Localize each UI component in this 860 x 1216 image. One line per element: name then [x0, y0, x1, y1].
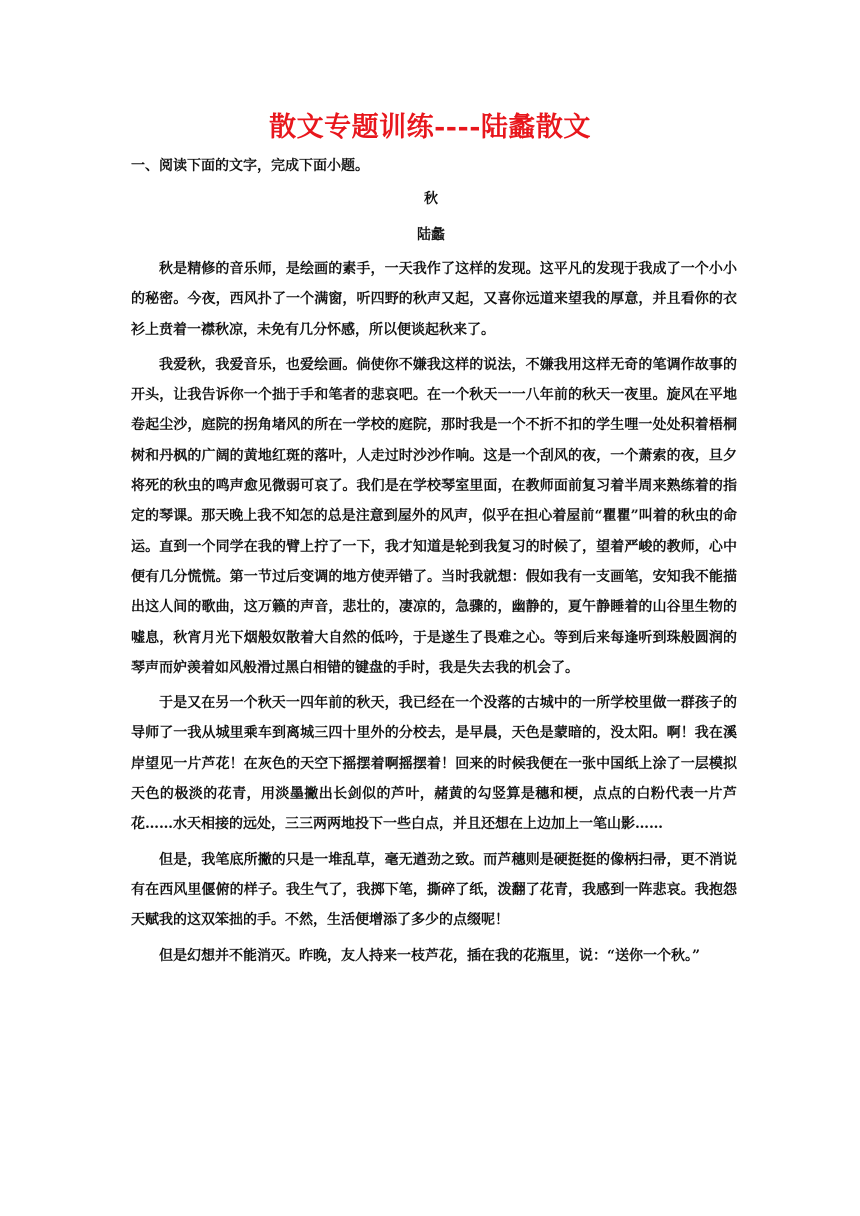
essay-paragraph: 秋是精修的音乐师，是绘画的素手，一天我作了这样的发现。这平凡的发现于我成了一个小小的秘密。今夜，西风扑了一个满窗，听四野的秋声又起，又喜你远道来望我的厚意，并且看你的衣衫上贲着一襟秋凉，未免有几分怀感，所以便谈起秋来了。 [131, 261, 737, 338]
essay-paragraph: 但是幻想并不能消灭。昨晚，友人持来一枝芦花，插在我的花瓶里，说：“送你一个秋。” [159, 947, 701, 964]
document-title: 散文专题训练----陆蠡散文 [269, 112, 591, 143]
essay-paragraph: 我爱秋，我爱音乐，也爱绘画。倘使你不嫌我这样的说法，不嫌我用这样无奇的笔调作故事的开头，让我告诉你一个拙于手和笔者的悲哀吧。在一个秋天一一八年前的秋天一夜里。旋风在平地卷起尘沙，庭院的拐角堵风的所在一学校的庭院，那时我是一个不折不扣的学生哩一处处积着梧桐树和丹枫的广阔的黄地红斑的落叶，人走过时沙沙作响。这是一个刮风的夜，一个萧索的夜，旦夕将死的秋虫的鸣声愈见微弱可哀了。我们是在学校琴室里面，在教师面前复习着半周来熟练着的指定的琴课。那天晚上我不知怎的总是注意到屋外的风声，似乎在担心着屋前“瞿瞿”叫着的秋虫的命运。直到一个同学在我的臂上拧了一下，我才知道是轮到我复习的时候了，望着严峻的教师，心中便有几分慌慌。第一节过后变调的地方使弄错了。当时我就想：假如我有一支画笔，安知我不能描出这人间的歌曲，这万籁的声音，悲壮的，凄凉的，急骤的，幽静的，夏午静睡着的山谷里生物的嘘息，秋宵月光下烟般奴散着大自然的低吟，于是遂生了畏难之心。等到后来每逢听到珠般圆润的琴声而妒羡着如风般滑过黑白相错的键盘的手时，我是失去我的机会了。 [131, 356, 737, 676]
essay-body [131, 254, 737, 976]
essay-title: 秋 [424, 191, 438, 207]
essay-paragraph: 但是，我笔底所撇的只是一堆乱草，毫无遒劲之致。而芦穗则是硬挺挺的像柄扫帚，更不消说有在西风里偃俯的样子。我生气了，我掷下笔，撕碎了纸，泼翻了花青，我感到一阵悲哀。我抱怨天赋我的这双笨拙的手。不然，生活便增添了多少的点缀呢！ [131, 851, 737, 929]
section-heading: 一、阅读下面的文字，完成下面小题。 [131, 158, 369, 174]
essay-paragraph: 于是又在另一个秋天一四年前的秋天，我已经在一个没落的古城中的一所学校里做一群孩子的导师了一我从城里乘车到离城三四十里外的分校去，是早晨，天色是蒙暗的，没太阳。啊！我在溪岸望见一片芦花！在灰色的天空下摇摆着啊摇摆着！回来的时候我便在一张中国纸上涂了一层模拟天色的极淡的花青，用淡墨撇出长剑似的芦叶，赭黄的勾竖算是穗和梗，点点的白粉代表一片芦花……水天相接的远处，三三两两地投下一些白点，并且还想在上边加上一笔山影…… [131, 695, 737, 833]
essay-author: 陆蠡 [417, 227, 445, 243]
